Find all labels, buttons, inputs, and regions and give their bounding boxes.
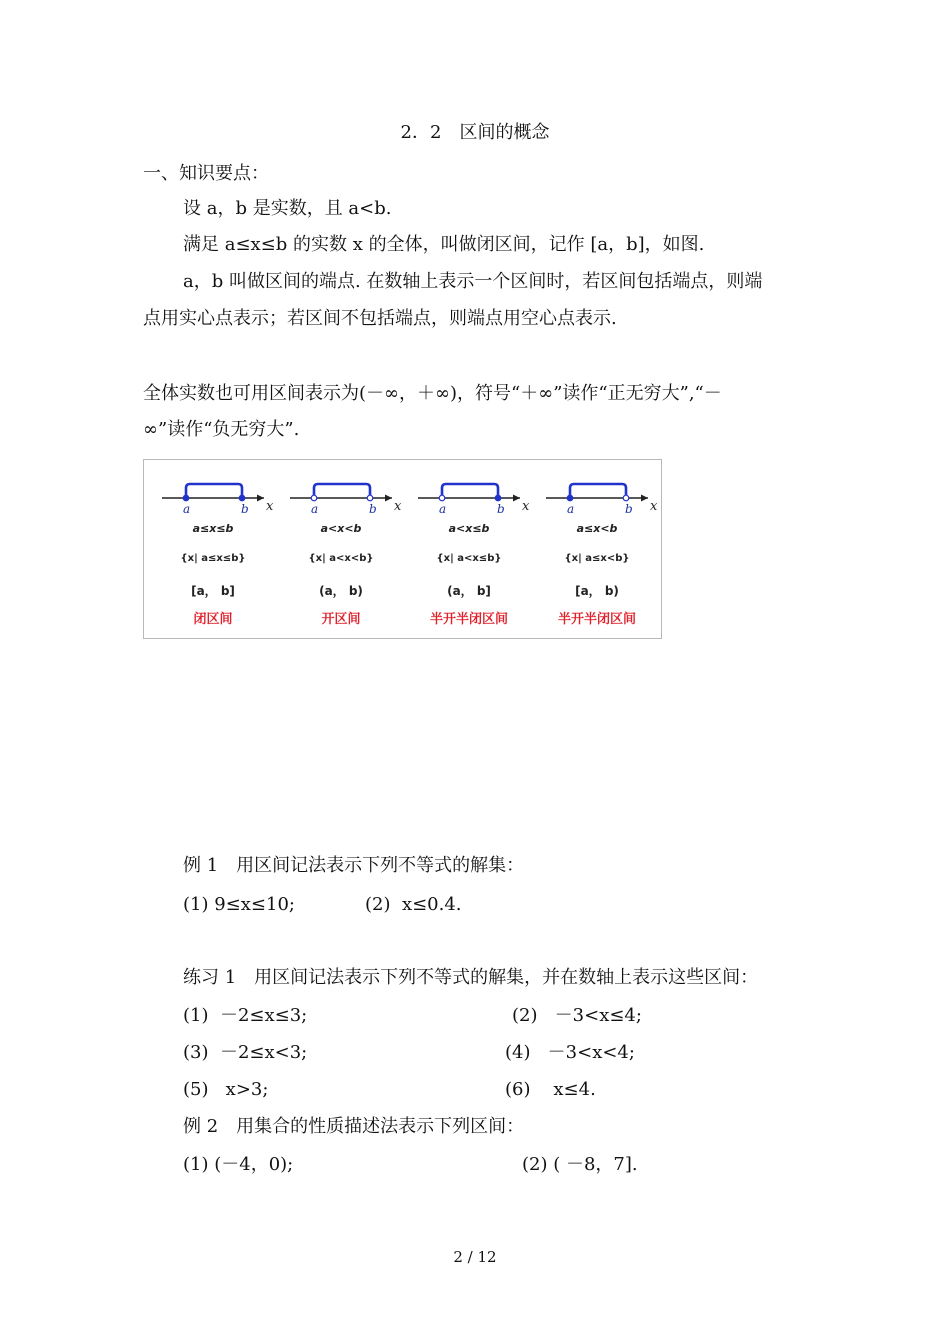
endpoint-label-b: b bbox=[241, 502, 249, 516]
panel-inequality: a<x≤b bbox=[448, 522, 490, 535]
endpoint-label-a: a bbox=[311, 502, 319, 516]
right-endpoint-dot bbox=[367, 495, 373, 501]
endpoint-label-a: a bbox=[567, 502, 575, 516]
paragraph-1: 设 a，b 是实数，且 a<b. bbox=[183, 198, 392, 219]
endpoint-label-b: b bbox=[369, 502, 377, 516]
practice-1-item-4: (4) －3<x<4; bbox=[505, 1042, 635, 1063]
left-endpoint-dot bbox=[311, 495, 317, 501]
left-endpoint-dot bbox=[567, 495, 573, 501]
practice-1-item-2: (2) －3<x≤4; bbox=[512, 1005, 642, 1026]
endpoint-label-b: b bbox=[497, 502, 505, 516]
paragraph-3-line-1: a，b 叫做区间的端点. 在数轴上表示一个区间时，若区间包括端点，则端 bbox=[183, 271, 763, 292]
panel-set-notation: {x| a≤x<b} bbox=[564, 553, 630, 564]
axis-variable-label: x bbox=[522, 499, 530, 514]
section-heading: 一、知识要点： bbox=[143, 163, 269, 184]
panel-interval-name: 半开半闭区间 bbox=[429, 612, 508, 627]
endpoint-label-a: a bbox=[183, 502, 191, 516]
panel-interval-notation: (a， b) bbox=[319, 584, 363, 598]
right-endpoint-dot bbox=[495, 495, 501, 501]
interval-bracket bbox=[442, 484, 498, 498]
axis-variable-label: x bbox=[266, 499, 274, 514]
left-endpoint-dot bbox=[183, 495, 189, 501]
practice-1-heading: 练习 1 用区间记法表示下列不等式的解集，并在数轴上表示这些区间： bbox=[183, 967, 759, 988]
axis-arrow-icon bbox=[641, 495, 648, 502]
page-title: 2．2 区间的概念 bbox=[400, 122, 550, 143]
interval-figure bbox=[143, 459, 662, 639]
example-2-heading: 例 2 用集合的性质描述法表示下列区间： bbox=[183, 1116, 525, 1137]
axis-variable-label: x bbox=[394, 499, 402, 514]
interval-bracket bbox=[314, 484, 370, 498]
paragraph-4-line-1: 全体实数也可用区间表示为(－∞，＋∞)，符号“＋∞”读作“正无穷大”,“－ bbox=[143, 383, 722, 404]
axis-arrow-icon bbox=[513, 495, 520, 502]
example-1-heading: 例 1 用区间记法表示下列不等式的解集： bbox=[183, 855, 525, 876]
panel-inequality: a≤x<b bbox=[576, 522, 618, 535]
right-endpoint-dot bbox=[623, 495, 629, 501]
example-1-item-2: (2) x≤0.4. bbox=[365, 894, 462, 915]
panel-set-notation: {x| a≤x≤b} bbox=[180, 553, 246, 564]
interval-bracket bbox=[186, 484, 242, 498]
panel-inequality: a<x<b bbox=[320, 522, 362, 535]
panel-interval-notation: [a， b] bbox=[191, 584, 235, 598]
paragraph-2: 满足 a≤x≤b 的实数 x 的全体，叫做闭区间，记作 [a，b]，如图. bbox=[183, 234, 705, 255]
panel-interval-name: 闭区间 bbox=[193, 612, 233, 627]
panel-interval-name: 开区间 bbox=[321, 612, 361, 627]
example-1-item-1: (1) 9≤x≤10; bbox=[183, 894, 295, 915]
practice-1-item-6: (6) x≤4. bbox=[505, 1079, 596, 1100]
right-endpoint-dot bbox=[239, 495, 245, 501]
practice-1-item-5: (5) x>3; bbox=[183, 1079, 269, 1100]
practice-1-item-3: (3) －2≤x<3; bbox=[183, 1042, 308, 1063]
panel-interval-name: 半开半闭区间 bbox=[557, 612, 636, 627]
left-endpoint-dot bbox=[439, 495, 445, 501]
panel-interval-notation: [a， b) bbox=[575, 584, 619, 598]
example-2-item-1: (1) (－4，0); bbox=[183, 1154, 294, 1175]
page-indicator: 2 / 12 bbox=[453, 1248, 497, 1266]
axis-variable-label: x bbox=[650, 499, 658, 514]
axis-arrow-icon bbox=[385, 495, 392, 502]
panel-set-notation: {x| a<x≤b} bbox=[436, 553, 502, 564]
interval-bracket bbox=[570, 484, 626, 498]
panel-inequality: a≤x≤b bbox=[192, 522, 234, 535]
panel-interval-notation: (a， b] bbox=[447, 584, 491, 598]
example-2-item-2: (2) ( －8，7]. bbox=[522, 1154, 638, 1175]
axis-arrow-icon bbox=[257, 495, 264, 502]
endpoint-label-b: b bbox=[625, 502, 633, 516]
practice-1-item-1: (1) －2≤x≤3; bbox=[183, 1005, 308, 1026]
endpoint-label-a: a bbox=[439, 502, 447, 516]
paragraph-4-line-2: ∞”读作“负无穷大”. bbox=[143, 419, 300, 440]
paragraph-3-line-2: 点用实心点表示；若区间不包括端点，则端点用空心点表示. bbox=[143, 308, 617, 329]
panel-set-notation: {x| a<x<b} bbox=[308, 553, 374, 564]
